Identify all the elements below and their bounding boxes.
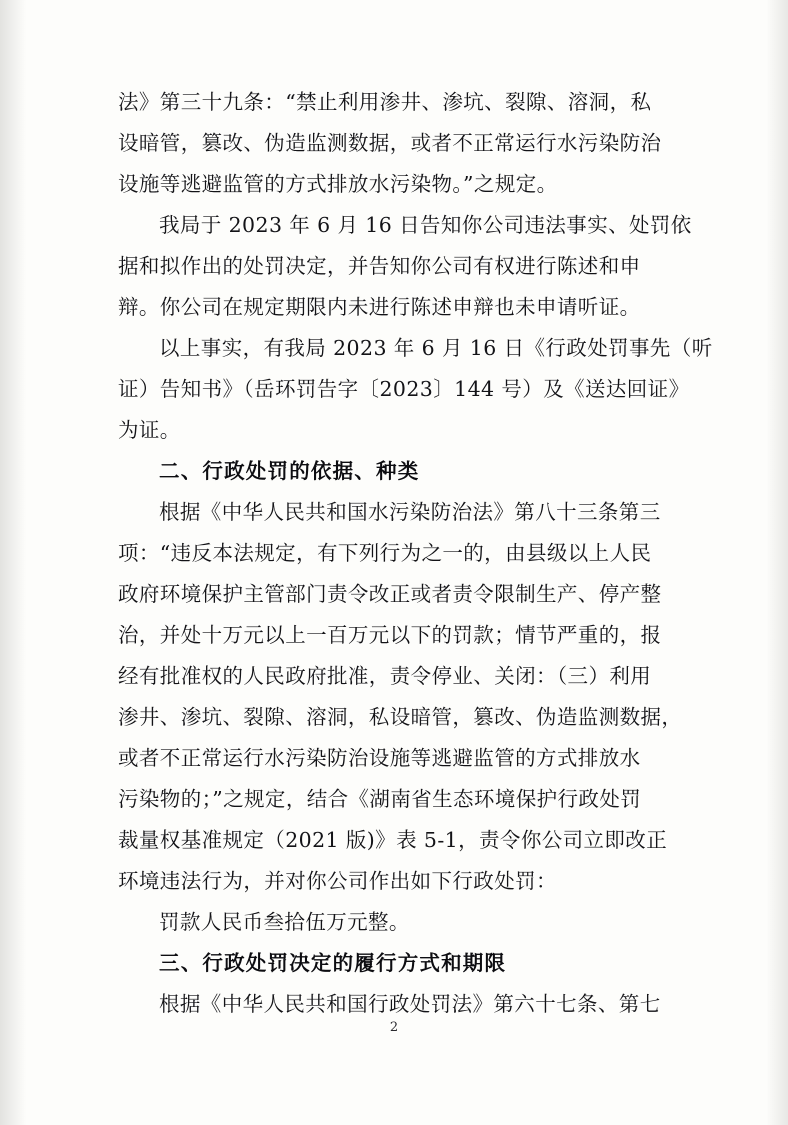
text-line: 罚款人民币叁拾伍万元整。 [159, 910, 410, 934]
paragraph-notification [118, 205, 692, 328]
document-body [118, 82, 713, 1025]
text-line: 辩。你公司在规定期限内未进行陈述申辩也未申请听证。 [118, 295, 641, 319]
text-line: 我局于 2023 年 6 月 16 日告知你公司违法事实、处罚依 [159, 213, 692, 237]
text-line: 裁量权基准规定（2021 版)》表 5-1，责令你公司立即改正 [118, 828, 668, 852]
paragraph-evidence [118, 328, 713, 451]
text-line: 根据《中华人民共和国水污染防治法》第八十三条第三 [159, 500, 661, 524]
section-heading-two [118, 451, 678, 492]
text-line: 为证。 [118, 418, 181, 442]
text-line: 渗井、渗坑、裂隙、溶洞，私设暗管，篡改、伪造监测数据， [118, 705, 683, 729]
text-line: 环境违法行为，并对你公司作出如下行政处罚： [118, 869, 557, 893]
heading-text: 三、行政处罚决定的履行方式和期限 [159, 951, 507, 975]
heading-text: 二、行政处罚的依据、种类 [159, 459, 420, 483]
text-line: 法》第三十九条：“禁止利用渗井、渗坑、裂隙、溶洞，私 [118, 90, 652, 114]
text-line: 经有批准权的人民政府批准，责令停业、关闭：（三）利用 [118, 664, 652, 688]
text-line: 设施等逃避监管的方式排放水污染物。”之规定。 [118, 172, 558, 196]
text-line: 政府环境保护主管部门责令改正或者责令限制生产、停产整 [118, 582, 662, 606]
text-line: 以上事实，有我局 2023 年 6 月 16 日《行政处罚事先（听 [159, 336, 713, 360]
paragraph-fine [118, 902, 678, 943]
text-line: 据和拟作出的处罚决定，并告知你公司有权进行陈述和申 [118, 254, 641, 278]
text-line: 证）告知书》（岳环罚告字〔2023〕144 号）及《送达回证》 [118, 377, 690, 401]
text-line: 污染物的；”之规定，结合《湖南省生态环境保护行政处罚 [118, 787, 642, 811]
text-line: 或者不正常运行水污染防治设施等逃避监管的方式排放水 [118, 746, 641, 770]
text-line: 设暗管，篡改、伪造监测数据，或者不正常运行水污染防治 [118, 131, 662, 155]
paragraph-legal-basis [118, 492, 683, 902]
text-line: 根据《中华人民共和国行政处罚法》第六十七条、第七 [159, 992, 661, 1016]
paragraph-water-law-quote [118, 82, 678, 205]
paragraph-execution [118, 984, 678, 1025]
page-number: 2 [389, 1020, 399, 1035]
text-line: 项：“违反本法规定，有下列行为之一的，由县级以上人民 [118, 541, 652, 565]
section-heading-three [118, 943, 678, 984]
text-line: 治，并处十万元以上一百万元以下的罚款；情节严重的，报 [118, 623, 662, 647]
